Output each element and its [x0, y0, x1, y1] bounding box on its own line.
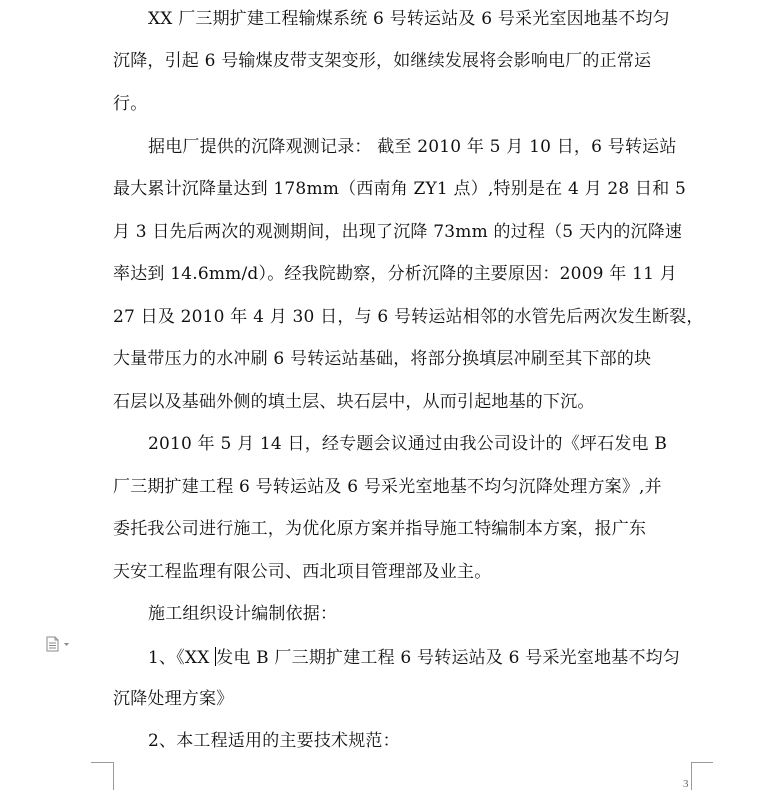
basis-item-2: 2、本工程适用的主要技术规范：	[148, 731, 400, 751]
paragraph-1-line-2: 沉降，引起 6 号输煤皮带支架变形，如继续发展将会影响电厂的正常运	[113, 51, 652, 71]
paragraph-2-line-2: 最大累计沉降量达到 178mm（西南角 ZY1 点）,特别是在 4 月 28 日和 5	[113, 179, 687, 199]
paragraph-2-line-6: 大量带压力的水冲刷 6 号转运站基础，将部分换填层冲刷至其下部的块	[113, 349, 652, 369]
paragraph-3-line-2: 厂三期扩建工程 6 号转运站及 6 号采光室地基不均匀沉降处理方案》,并	[113, 477, 662, 497]
paragraph-2-line-3: 月 3 日先后两次的观测期间，出现了沉降 73mm 的过程（5 天内的沉降速	[113, 222, 683, 242]
paragraph-3-line-4: 天安工程监理有限公司、西北项目管理部及业主。	[113, 562, 492, 582]
basis-item-1-text-before-caret: 1、《XX	[148, 648, 216, 668]
basis-item-1-line-1[interactable]	[148, 647, 680, 668]
paragraph-1-line-3: 行。	[113, 94, 148, 114]
paragraph-3-line-1: 2010 年 5 月 14 日，经专题会议通过由我公司设计的《坪石发电 B	[148, 434, 668, 454]
paragraph-1-line-1: XX 厂三期扩建工程输煤系统 6 号转运站及 6 号采光室因地基不均匀	[148, 9, 670, 29]
paragraph-2-line-5: 27 日及 2010 年 4 月 30 日，与 6 号转运站相邻的水管先后两次发生断裂，	[113, 307, 704, 327]
basis-item-1-line-2: 沉降处理方案》	[113, 689, 234, 709]
crop-mark-bottom-right-horizontal	[691, 762, 713, 763]
basis-heading: 施工组织设计编制依据：	[148, 604, 338, 624]
crop-mark-bottom-left	[91, 762, 114, 790]
crop-mark-bottom-right	[691, 762, 714, 790]
paragraph-2-line-1: 据电厂提供的沉降观测记录： 截至 2010 年 5 月 10 日，6 号转运站	[148, 137, 677, 157]
paragraph-2-line-4: 率达到 14.6mm/d）。经我院勘察，分析沉降的主要原因：2009 年 11 月	[113, 264, 677, 284]
crop-mark-bottom-left-horizontal	[91, 762, 113, 763]
paragraph-3-line-3: 委托我公司进行施工，为优化原方案并指导施工特编制本方案，报广东	[113, 519, 647, 539]
basis-item-1-text-after-caret: 发电 B 厂三期扩建工程 6 号转运站及 6 号采光室地基不均匀	[216, 648, 681, 668]
paragraph-2-line-7: 石层以及基础外侧的填土层、块石层中，从而引起地基的下沉。	[113, 392, 595, 412]
paragraph-options-icon[interactable]	[46, 636, 72, 652]
page-number: 3	[683, 778, 689, 790]
